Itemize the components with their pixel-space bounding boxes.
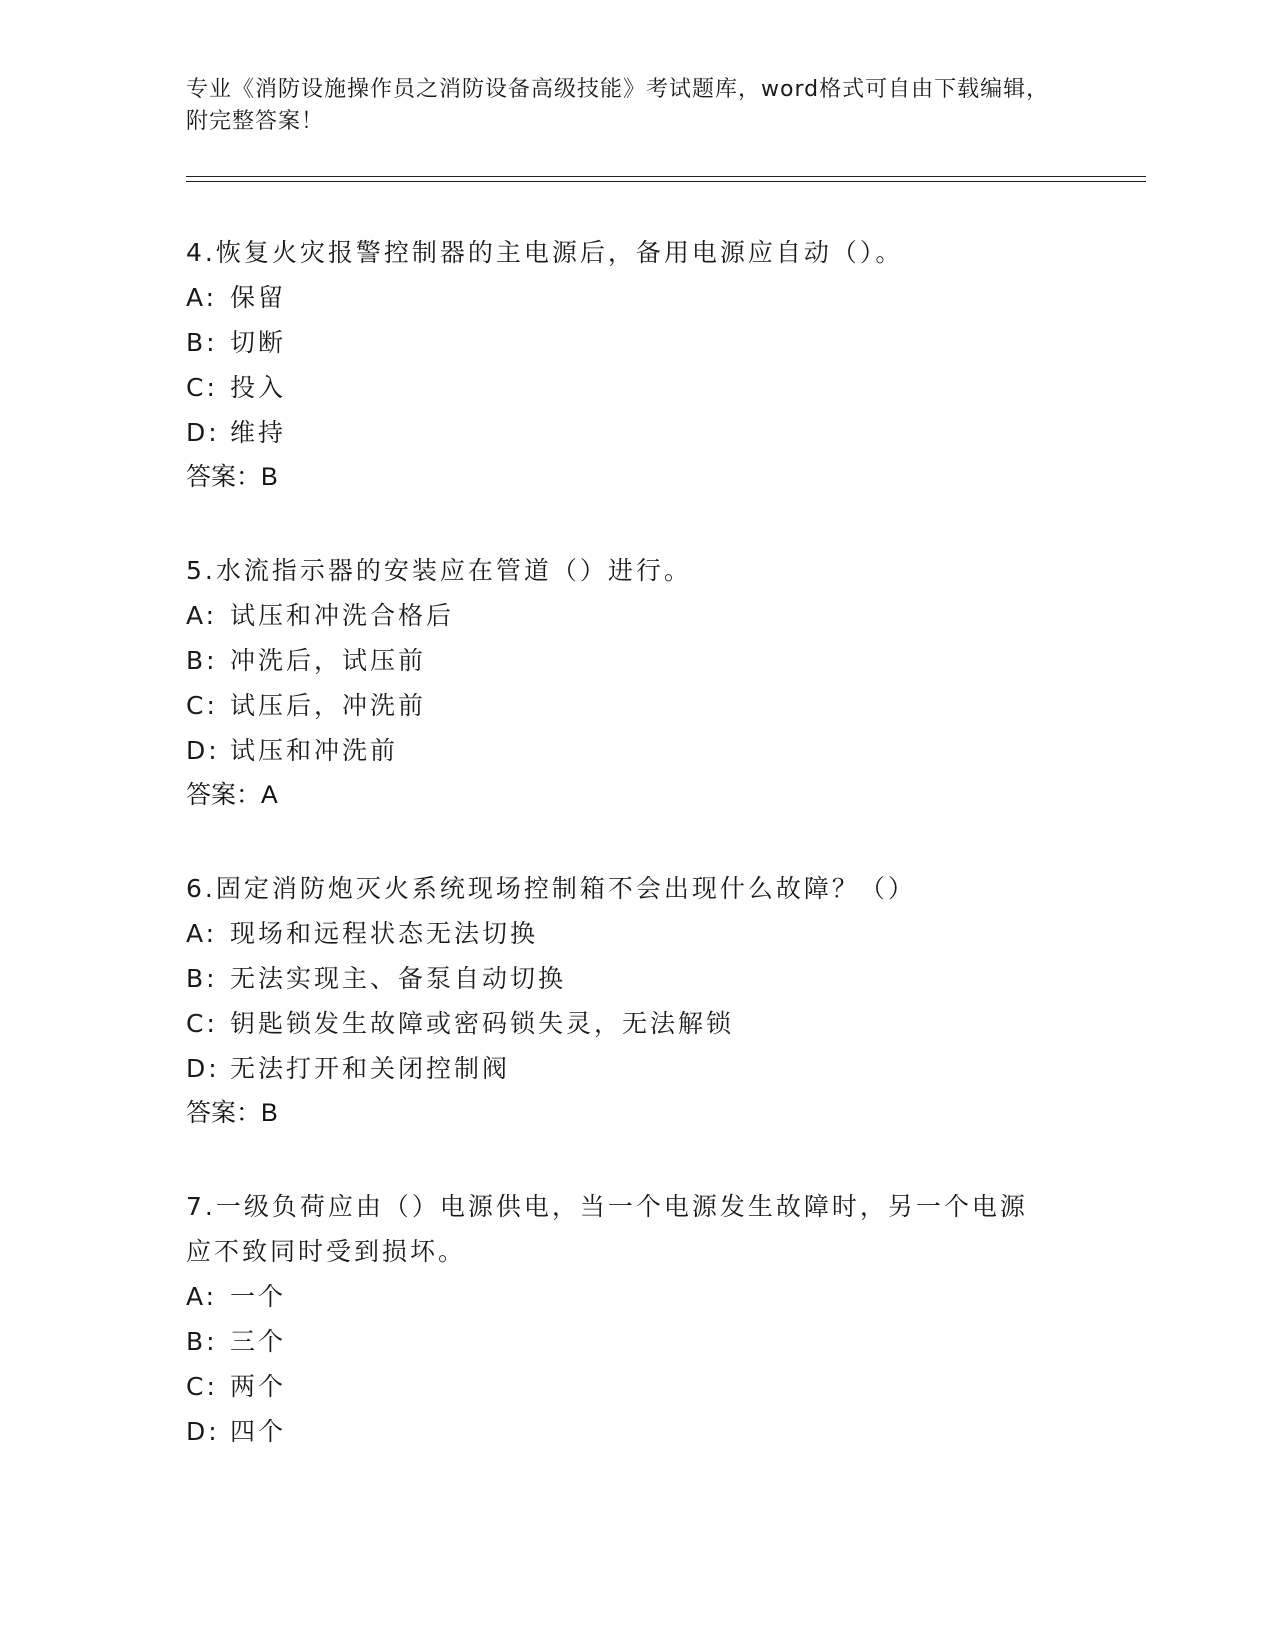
question-4 [186, 230, 1086, 500]
question-7 [186, 1184, 1046, 1454]
option-letter: A: [186, 601, 218, 630]
option-letter: A: [186, 283, 218, 312]
option-d [186, 410, 1086, 455]
question-stem: 5.水流指示器的安装应在管道（）进行。 [186, 556, 692, 585]
option-letter: D: [186, 1417, 220, 1446]
option-d [186, 1046, 1086, 1091]
option-text: 冲洗后，试压前 [230, 646, 427, 675]
option-c [186, 1364, 1046, 1409]
option-text: 维持 [230, 418, 287, 447]
option-d [186, 1409, 1046, 1454]
option-b [186, 638, 1086, 683]
option-letter: C: [186, 1009, 218, 1038]
option-text: 一个 [230, 1282, 287, 1311]
option-letter: B: [186, 646, 218, 675]
question-stem: 6.固定消防炮灭火系统现场控制箱不会出现什么故障？（） [186, 874, 916, 903]
option-letter: A: [186, 1282, 218, 1311]
option-text: 无法实现主、备泵自动切换 [230, 964, 567, 993]
option-text: 现场和远程状态无法切换 [230, 919, 539, 948]
option-a [186, 593, 1086, 638]
question-5 [186, 548, 1086, 818]
option-a [186, 275, 1086, 320]
option-letter: D: [186, 1054, 220, 1083]
option-text: 钥匙锁发生故障或密码锁失灵，无法解锁 [230, 1009, 735, 1038]
option-text: 投入 [230, 373, 287, 402]
question-stem: 7.一级负荷应由（）电源供电，当一个电源发生故障时，另一个电源应不致同时受到损坏。 [186, 1192, 1028, 1266]
option-c [186, 1001, 1086, 1046]
answer: 答案：B [186, 1099, 278, 1127]
document-header: 专业《消防设施操作员之消防设备高级技能》考试题库，word格式可自由下载编辑，附完整答案！ [186, 77, 1050, 134]
option-letter: C: [186, 1372, 218, 1401]
option-text: 试压后，冲洗前 [230, 691, 427, 720]
option-letter: C: [186, 691, 218, 720]
option-b [186, 1319, 1046, 1364]
option-text: 试压和冲洗合格后 [230, 601, 455, 630]
option-b [186, 320, 1086, 365]
option-c [186, 683, 1086, 728]
option-letter: D: [186, 736, 220, 765]
option-d [186, 728, 1086, 773]
option-a [186, 1274, 1046, 1319]
option-letter: A: [186, 919, 218, 948]
answer: 答案：A [186, 781, 278, 809]
option-letter: C: [186, 373, 218, 402]
option-letter: B: [186, 1327, 218, 1356]
option-c [186, 365, 1086, 410]
answer: 答案：B [186, 463, 278, 491]
option-text: 两个 [230, 1372, 287, 1401]
question-stem: 4.恢复火灾报警控制器的主电源后，备用电源应自动（）。 [186, 238, 904, 267]
option-b [186, 956, 1086, 1001]
option-text: 保留 [230, 283, 287, 312]
option-text: 试压和冲洗前 [230, 736, 399, 765]
option-letter: D: [186, 418, 220, 447]
option-letter: B: [186, 964, 218, 993]
option-text: 三个 [230, 1327, 287, 1356]
question-6 [186, 866, 1086, 1136]
option-a [186, 911, 1086, 956]
option-text: 切断 [230, 328, 287, 357]
option-text: 四个 [230, 1417, 287, 1446]
header-rule-top [186, 176, 1146, 177]
option-text: 无法打开和关闭控制阀 [230, 1054, 511, 1083]
option-letter: B: [186, 328, 218, 357]
header-rule-bottom [186, 181, 1146, 182]
